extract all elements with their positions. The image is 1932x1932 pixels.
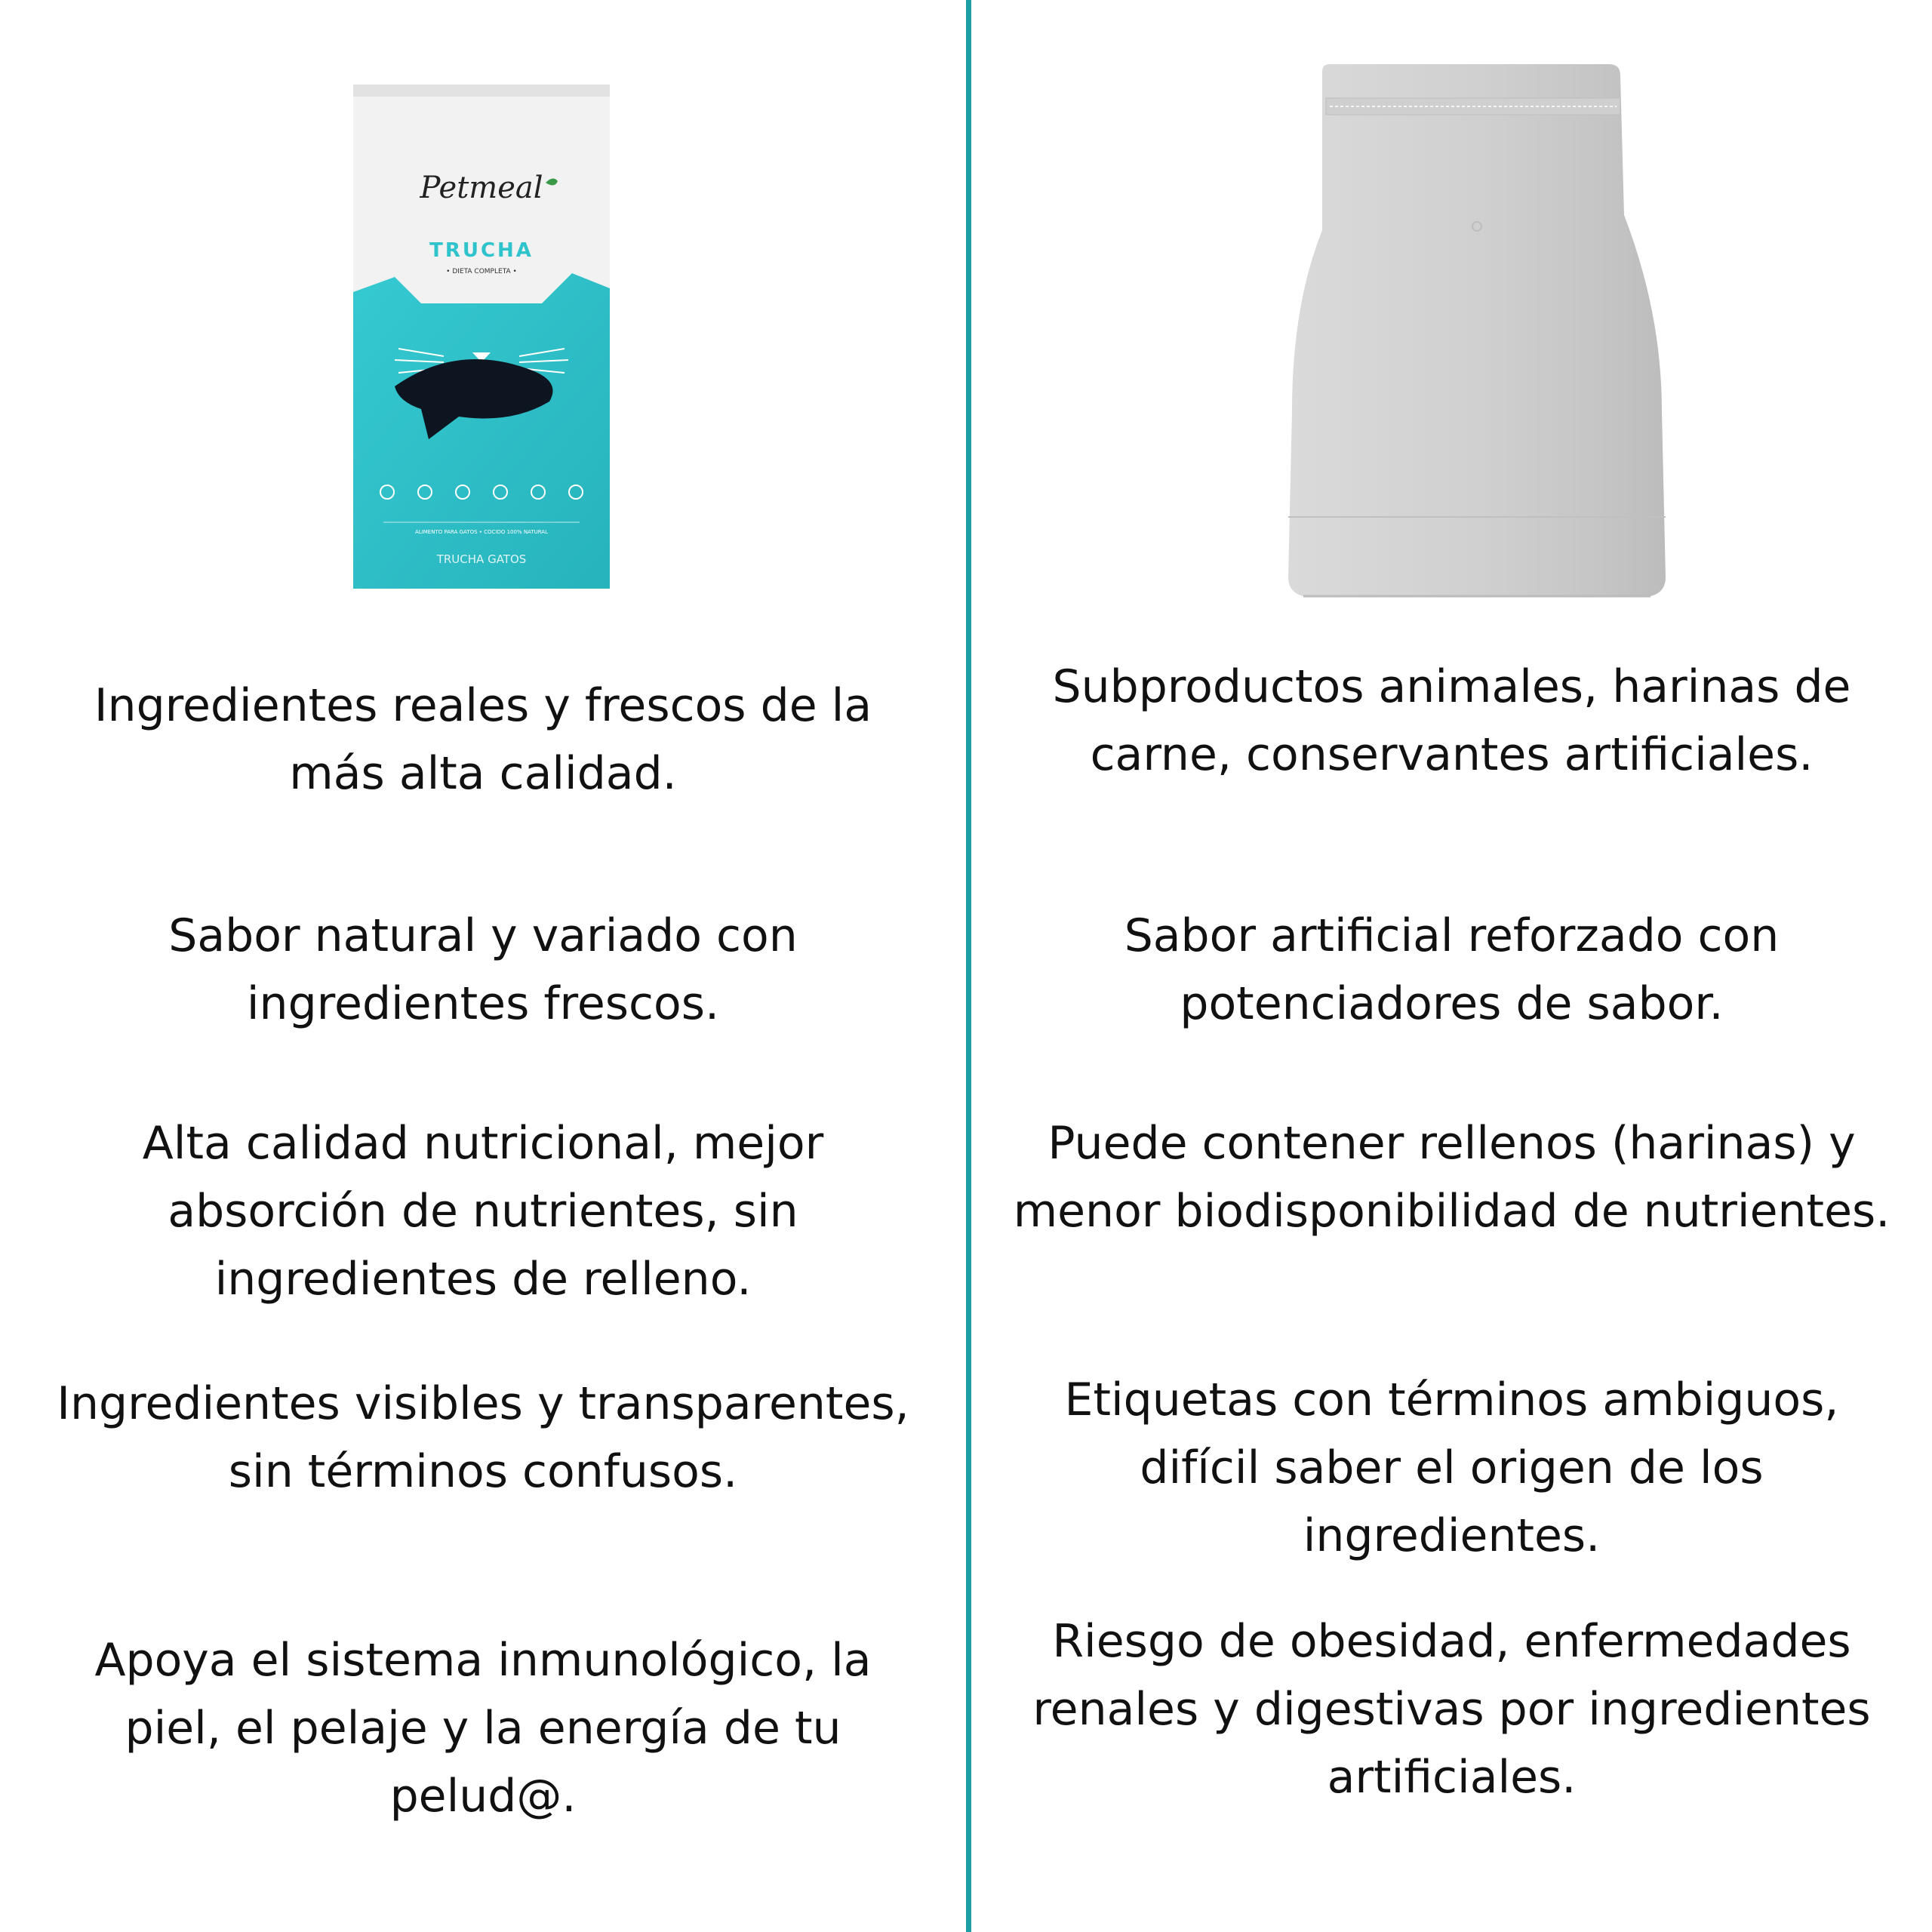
left-benefit-3: Alta calidad nutricional, mejor absorción de nutrientes, sin ingredientes de relleno. (142, 1117, 824, 1306)
bottom-label: TRUCHA GATOS (436, 552, 527, 566)
diet-subtitle: • DIETA COMPLETA • (446, 268, 517, 275)
right-column (971, 0, 1932, 1932)
petmeal-pouch-image (353, 85, 610, 589)
right-drawback-5: Riesgo de obesidad, enfermedades renales y digestivas por ingredientes artificiales. (1032, 1615, 1871, 1804)
generic-bag-image (1284, 64, 1666, 608)
right-drawback-2: Sabor artificial reforzado con potenciadores de sabor. (1124, 909, 1780, 1030)
right-drawback-1: Subproductos animales, harinas de carne, conservantes artificiales. (1052, 660, 1851, 781)
left-benefit-5: Apoya el sistema inmunológico, la piel, el pelaje y la energía de tu pelud@. (94, 1634, 872, 1823)
right-drawback-3: Puede contener rellenos (harinas) y menor biodisponibilidad de nutrientes. (1013, 1117, 1890, 1238)
flavor-label: TRUCHA (429, 239, 534, 262)
left-benefit-4: Ingredientes visibles y transparentes, sin términos confusos. (57, 1377, 909, 1498)
logo-text: Petmeal (420, 171, 543, 205)
tagline: ALIMENTO PARA GATOS • COCIDO 100% NATURAL (415, 529, 548, 535)
left-benefit-1: Ingredientes reales y frescos de la más alta calidad. (94, 679, 872, 800)
center-divider (966, 0, 971, 1932)
left-benefit-2: Sabor natural y variado con ingredientes frescos. (168, 909, 798, 1030)
right-drawback-4: Etiquetas con términos ambiguos, difícil saber el origen de los ingredientes. (1064, 1374, 1839, 1562)
